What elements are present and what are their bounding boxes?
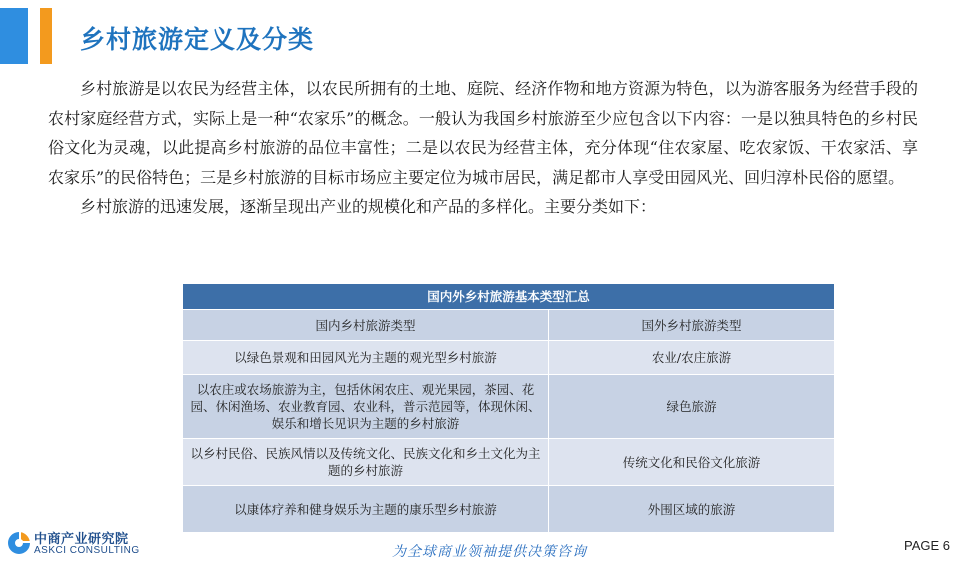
table-row xyxy=(183,439,835,486)
accent-bar-blue xyxy=(0,8,28,64)
accent-bar-orange xyxy=(40,8,52,64)
foreign-type-cell: 绿色旅游 xyxy=(549,375,835,439)
foreign-type-cell: 农业/农庄旅游 xyxy=(549,341,835,375)
paragraph-classification-intro: 乡村旅游的迅速发展，逐渐呈现出产业的规模化和产品的多样化。主要分类如下： xyxy=(80,197,657,216)
table-title-row xyxy=(183,284,835,310)
table-row xyxy=(183,341,835,375)
foreign-type-cell: 外围区域的旅游 xyxy=(549,486,835,533)
table-header-row xyxy=(183,310,835,341)
footer-slogan: 为全球商业领袖提供决策咨询 xyxy=(392,544,587,560)
body-text xyxy=(48,74,918,222)
paragraph-definition: 乡村旅游是以农民为经营主体，以农民所拥有的土地、庭院、经济作物和地方资源为特色，以为游客服务为经营手段的农村家庭经营方式，实际上是一种“农家乐”的概念。一般认为我国乡村旅游至少应包含以下内容：一是以独具特色的乡村民俗文化为灵魂，以此提高乡村旅游的品位丰富性；二是以农民为经营主体，充分体现“住农家屋、吃农家饭、干农家活、享农家乐”的民俗特色；三是乡村旅游的目标市场应主要定位为城市居民，满足都市人享受田园风光、回归淳朴民俗的愿望。 xyxy=(48,79,918,187)
rural-tourism-type-table xyxy=(182,283,835,533)
logo-text-en: ASKCI CONSULTING xyxy=(34,545,140,556)
askci-logo-icon xyxy=(6,530,32,556)
domestic-type-cell: 以绿色景观和田园风光为主题的观光型乡村旅游 xyxy=(183,341,549,375)
domestic-type-cell: 以农庄或农场旅游为主，包括休闲农庄、观光果园，茶园、花园、休闲渔场、农业教育园、农业科，普示范园等，体现休闲、娱乐和增长见识为主题的乡村旅游 xyxy=(183,375,549,439)
table-row xyxy=(183,486,835,533)
page-number: PAGE 6 xyxy=(904,538,951,553)
logo-text-cn: 中商产业研究院 xyxy=(34,532,129,547)
table-title: 国内外乡村旅游基本类型汇总 xyxy=(183,284,835,310)
table-row xyxy=(183,375,835,439)
foreign-type-cell: 传统文化和民俗文化旅游 xyxy=(549,439,835,486)
page-title: 乡村旅游定义及分类 xyxy=(80,25,315,54)
header-domestic: 国内乡村旅游类型 xyxy=(183,310,549,341)
header-foreign: 国外乡村旅游类型 xyxy=(549,310,835,341)
domestic-type-cell: 以康体疗养和健身娱乐为主题的康乐型乡村旅游 xyxy=(183,486,549,533)
domestic-type-cell: 以乡村民俗、民族风情以及传统文化、民族文化和乡土文化为主题的乡村旅游 xyxy=(183,439,549,486)
